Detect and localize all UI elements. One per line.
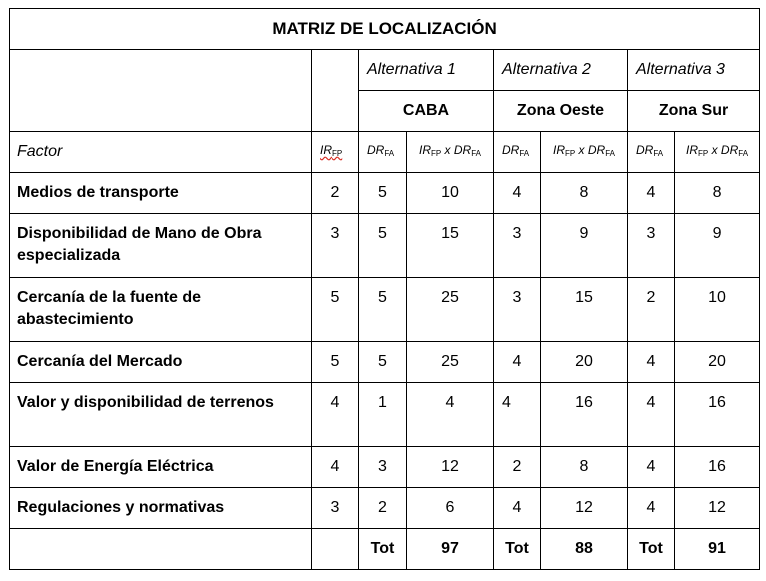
a1-dr-value: 1: [359, 383, 407, 447]
a3-product-value: 9: [675, 214, 760, 278]
factor-name: Regulaciones y normativas: [10, 488, 312, 529]
total-label-a3: Tot: [628, 529, 675, 570]
table-row: [10, 447, 760, 488]
factor-name: Disponibilidad de Mano de Obra especializada: [10, 214, 312, 278]
empty-total-cell: [10, 529, 312, 570]
total-label-a2: Tot: [494, 529, 541, 570]
a3-product-value: 16: [675, 383, 760, 447]
a3-dr-value: 3: [628, 214, 675, 278]
a2-dr-value: 4: [494, 342, 541, 383]
a1-dr-value: 5: [359, 214, 407, 278]
alternative-2-location: Zona Oeste: [494, 91, 628, 132]
a3-dr-value: 4: [628, 342, 675, 383]
a2-product-value: 9: [541, 214, 628, 278]
a1-dr-value: 2: [359, 488, 407, 529]
a3-dr-value: 4: [628, 173, 675, 214]
a2-product-value: 12: [541, 488, 628, 529]
a3-product-value: 20: [675, 342, 760, 383]
total-label-a1: Tot: [359, 529, 407, 570]
a2-product-value: 8: [541, 447, 628, 488]
product-header-a3: $IR_{FP}$ x $DR_{FA}$: [675, 132, 760, 173]
table-row: [10, 214, 760, 278]
a1-product-value: 25: [407, 278, 494, 342]
a1-dr-value: 5: [359, 342, 407, 383]
a2-dr-value: 3: [494, 214, 541, 278]
a2-dr-value: 4: [494, 173, 541, 214]
a2-product-value: 16: [541, 383, 628, 447]
total-value-a2: 88: [541, 529, 628, 570]
ir-value: 4: [312, 447, 359, 488]
a2-product-value: 20: [541, 342, 628, 383]
a3-dr-value: 4: [628, 383, 675, 447]
a2-dr-value: 3: [494, 278, 541, 342]
empty-total-cell-ir: [312, 529, 359, 570]
alternative-3-location: Zona Sur: [628, 91, 760, 132]
ir-value: 5: [312, 342, 359, 383]
alternative-1-location: CABA: [359, 91, 494, 132]
a1-product-value: 12: [407, 447, 494, 488]
dr-header-a3: $DR_{FA}$: [628, 132, 675, 173]
a2-dr-value: 2: [494, 447, 541, 488]
factor-name: Cercanía del Mercado: [10, 342, 312, 383]
a2-dr-value: 4: [494, 488, 541, 529]
a3-product-value: 10: [675, 278, 760, 342]
table-row: [10, 488, 760, 529]
a2-product-value: 8: [541, 173, 628, 214]
a1-product-value: 25: [407, 342, 494, 383]
a2-product-value: 15: [541, 278, 628, 342]
ir-value: 2: [312, 173, 359, 214]
table-row: [10, 383, 760, 447]
a1-dr-value: 3: [359, 447, 407, 488]
a2-dr-value: 4: [494, 383, 541, 447]
total-value-a1: 97: [407, 529, 494, 570]
a3-product-value: 8: [675, 173, 760, 214]
a1-dr-value: 5: [359, 278, 407, 342]
table-row: [10, 342, 760, 383]
dr-header-a2: $DR_{FA}$: [494, 132, 541, 173]
a3-dr-value: 2: [628, 278, 675, 342]
table-row: [10, 278, 760, 342]
factor-name: Valor y disponibilidad de terrenos: [10, 383, 312, 447]
a1-product-value: 6: [407, 488, 494, 529]
ir-value: 3: [312, 488, 359, 529]
ir-value: 5: [312, 278, 359, 342]
a3-dr-value: 4: [628, 447, 675, 488]
factor-header: Factor: [10, 132, 312, 173]
location-matrix-table: [9, 8, 760, 570]
ir-value: 3: [312, 214, 359, 278]
a3-product-value: 12: [675, 488, 760, 529]
a3-product-value: 16: [675, 447, 760, 488]
a1-dr-value: 5: [359, 173, 407, 214]
empty-header-cell: [10, 50, 312, 132]
table-row: [10, 173, 760, 214]
dr-header-a1: $DR_{FA}$: [359, 132, 407, 173]
table-title: MATRIZ DE LOCALIZACIÓN: [10, 9, 760, 50]
factor-name: Medios de transporte: [10, 173, 312, 214]
factor-name: Cercanía de la fuente de abastecimiento: [10, 278, 312, 342]
factor-name: Valor de Energía Eléctrica: [10, 447, 312, 488]
ir-header: $IR_{FP}$: [312, 132, 359, 173]
totals-row: [10, 529, 760, 570]
a3-dr-value: 4: [628, 488, 675, 529]
a1-product-value: 10: [407, 173, 494, 214]
total-value-a3: 91: [675, 529, 760, 570]
alternative-1-label: Alternativa 1: [359, 50, 494, 91]
alternative-3-label: Alternativa 3: [628, 50, 760, 91]
product-header-a1: $IR_{FP}$ x $DR_{FA}$: [407, 132, 494, 173]
empty-header-cell-ir: [312, 50, 359, 132]
alternative-2-label: Alternativa 2: [494, 50, 628, 91]
a1-product-value: 4: [407, 383, 494, 447]
a1-product-value: 15: [407, 214, 494, 278]
product-header-a2: $IR_{FP}$ x $DR_{FA}$: [541, 132, 628, 173]
ir-value: 4: [312, 383, 359, 447]
